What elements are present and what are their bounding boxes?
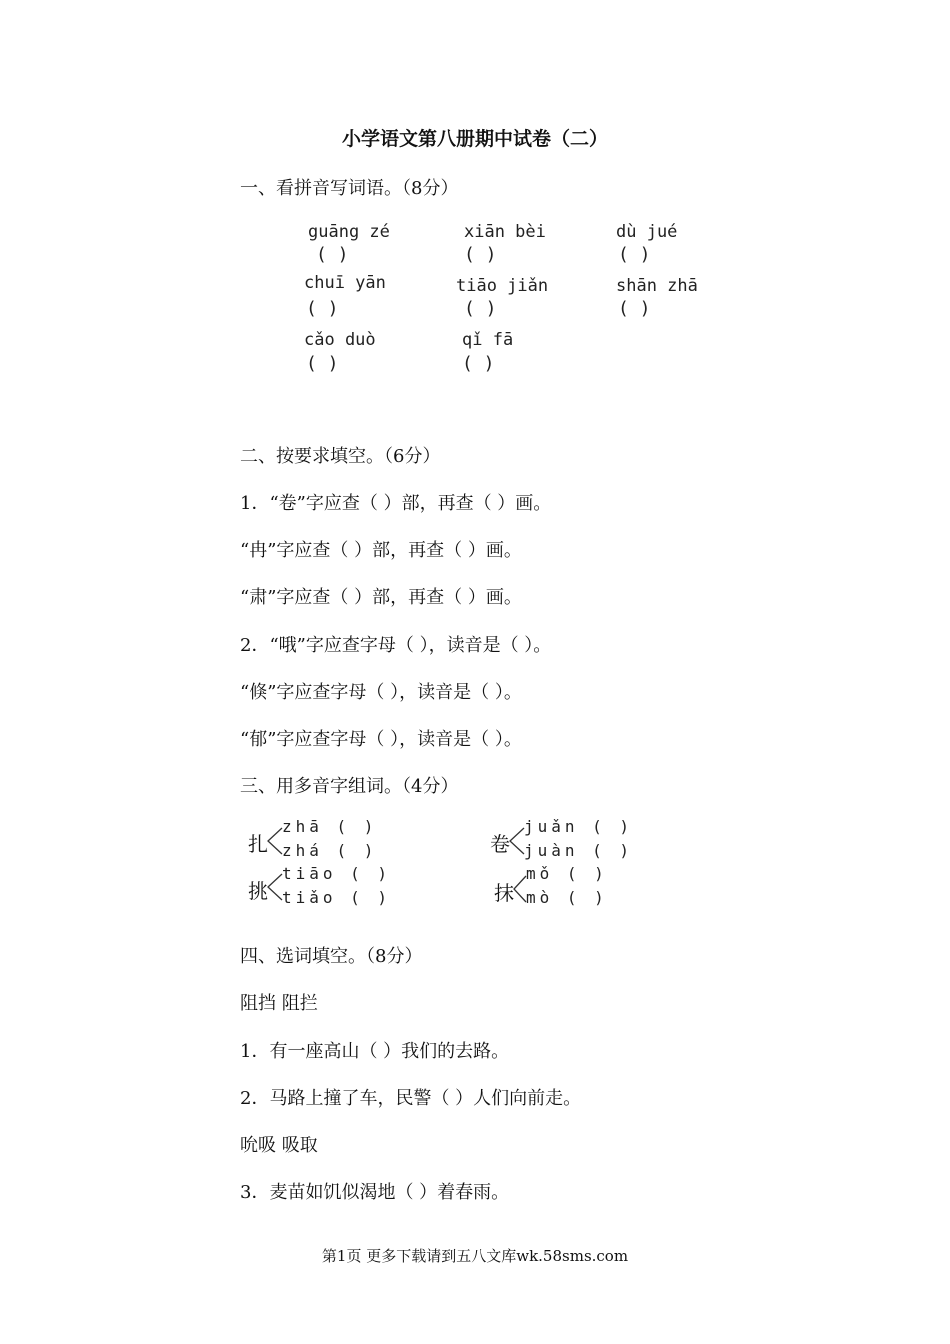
- question-line: 3．麦苗如饥似渴地（ ）着春雨。: [240, 1182, 510, 1203]
- polyphone-char: 卷: [490, 832, 510, 856]
- page-title: 小学语文第八册期中试卷（二）: [341, 128, 608, 150]
- polyphone-char: 抹: [494, 881, 514, 905]
- word-choices: 吮吸 吸取: [240, 1135, 318, 1156]
- section3-heading: 三、用多音字组词。（4分）: [240, 776, 459, 797]
- question-line: “郁”字应查字母（ ），读音是（ ）。: [240, 729, 522, 750]
- polyphone-reading: tiāo ( ): [282, 864, 392, 883]
- word-choices: 阻挡 阻拦: [240, 993, 318, 1014]
- question-line: 1．有一座高山（ ）我们的去路。: [240, 1041, 510, 1062]
- answer-paren: ( ): [306, 353, 339, 374]
- answer-paren: ( ): [618, 244, 651, 265]
- polyphone-reading: mǒ ( ): [526, 864, 608, 883]
- polyphone-reading: mò ( ): [526, 888, 608, 907]
- answer-paren: ( ): [316, 244, 349, 265]
- answer-paren: ( ): [464, 244, 497, 265]
- page-footer: 第1页 更多下载请到五八文库wk.58sms.com: [321, 1247, 629, 1265]
- polyphone-reading: tiǎo ( ): [282, 888, 392, 907]
- answer-paren: ( ): [464, 298, 497, 319]
- question-line: “肃”字应查（ ）部，再查（ ）画。: [240, 587, 522, 608]
- question-line: 1．“卷”字应查（ ）部，再查（ ）画。: [240, 493, 552, 514]
- pinyin-item: dù jué: [616, 222, 678, 242]
- question-line: 2．“哦”字应查字母（ ），读音是（ ）。: [240, 635, 552, 656]
- pinyin-item: shān zhā: [616, 276, 698, 296]
- polyphone-reading: zhā ( ): [282, 817, 378, 836]
- pinyin-item: qǐ fā: [462, 330, 514, 350]
- answer-paren: ( ): [618, 298, 651, 319]
- section2-heading: 二、按要求填空。（6分）: [240, 446, 441, 467]
- polyphone-char: 挑: [248, 879, 268, 903]
- polyphone-reading: juàn ( ): [524, 841, 634, 860]
- question-line: “倏”字应查字母（ ），读音是（ ）。: [240, 682, 522, 703]
- polyphone-char: 扎: [248, 832, 268, 856]
- polyphone-reading: juǎn ( ): [524, 817, 634, 836]
- section4-heading: 四、选词填空。（8分）: [240, 946, 423, 967]
- pinyin-item: chuī yān: [304, 273, 386, 293]
- section1-heading: 一、看拼音写词语。（8分）: [240, 178, 459, 199]
- polyphone-reading: zhá ( ): [282, 841, 378, 860]
- pinyin-item: guāng zé: [308, 222, 390, 242]
- answer-paren: ( ): [462, 353, 495, 374]
- pinyin-item: tiāo jiǎn: [456, 276, 549, 296]
- pinyin-item: cǎo duò: [304, 330, 376, 350]
- answer-paren: ( ): [306, 298, 339, 319]
- pinyin-item: xiān bèi: [464, 222, 546, 242]
- question-line: “冉”字应查（ ）部，再查（ ）画。: [240, 540, 522, 561]
- question-line: 2．马路上撞了车，民警（ ）人们向前走。: [240, 1088, 582, 1109]
